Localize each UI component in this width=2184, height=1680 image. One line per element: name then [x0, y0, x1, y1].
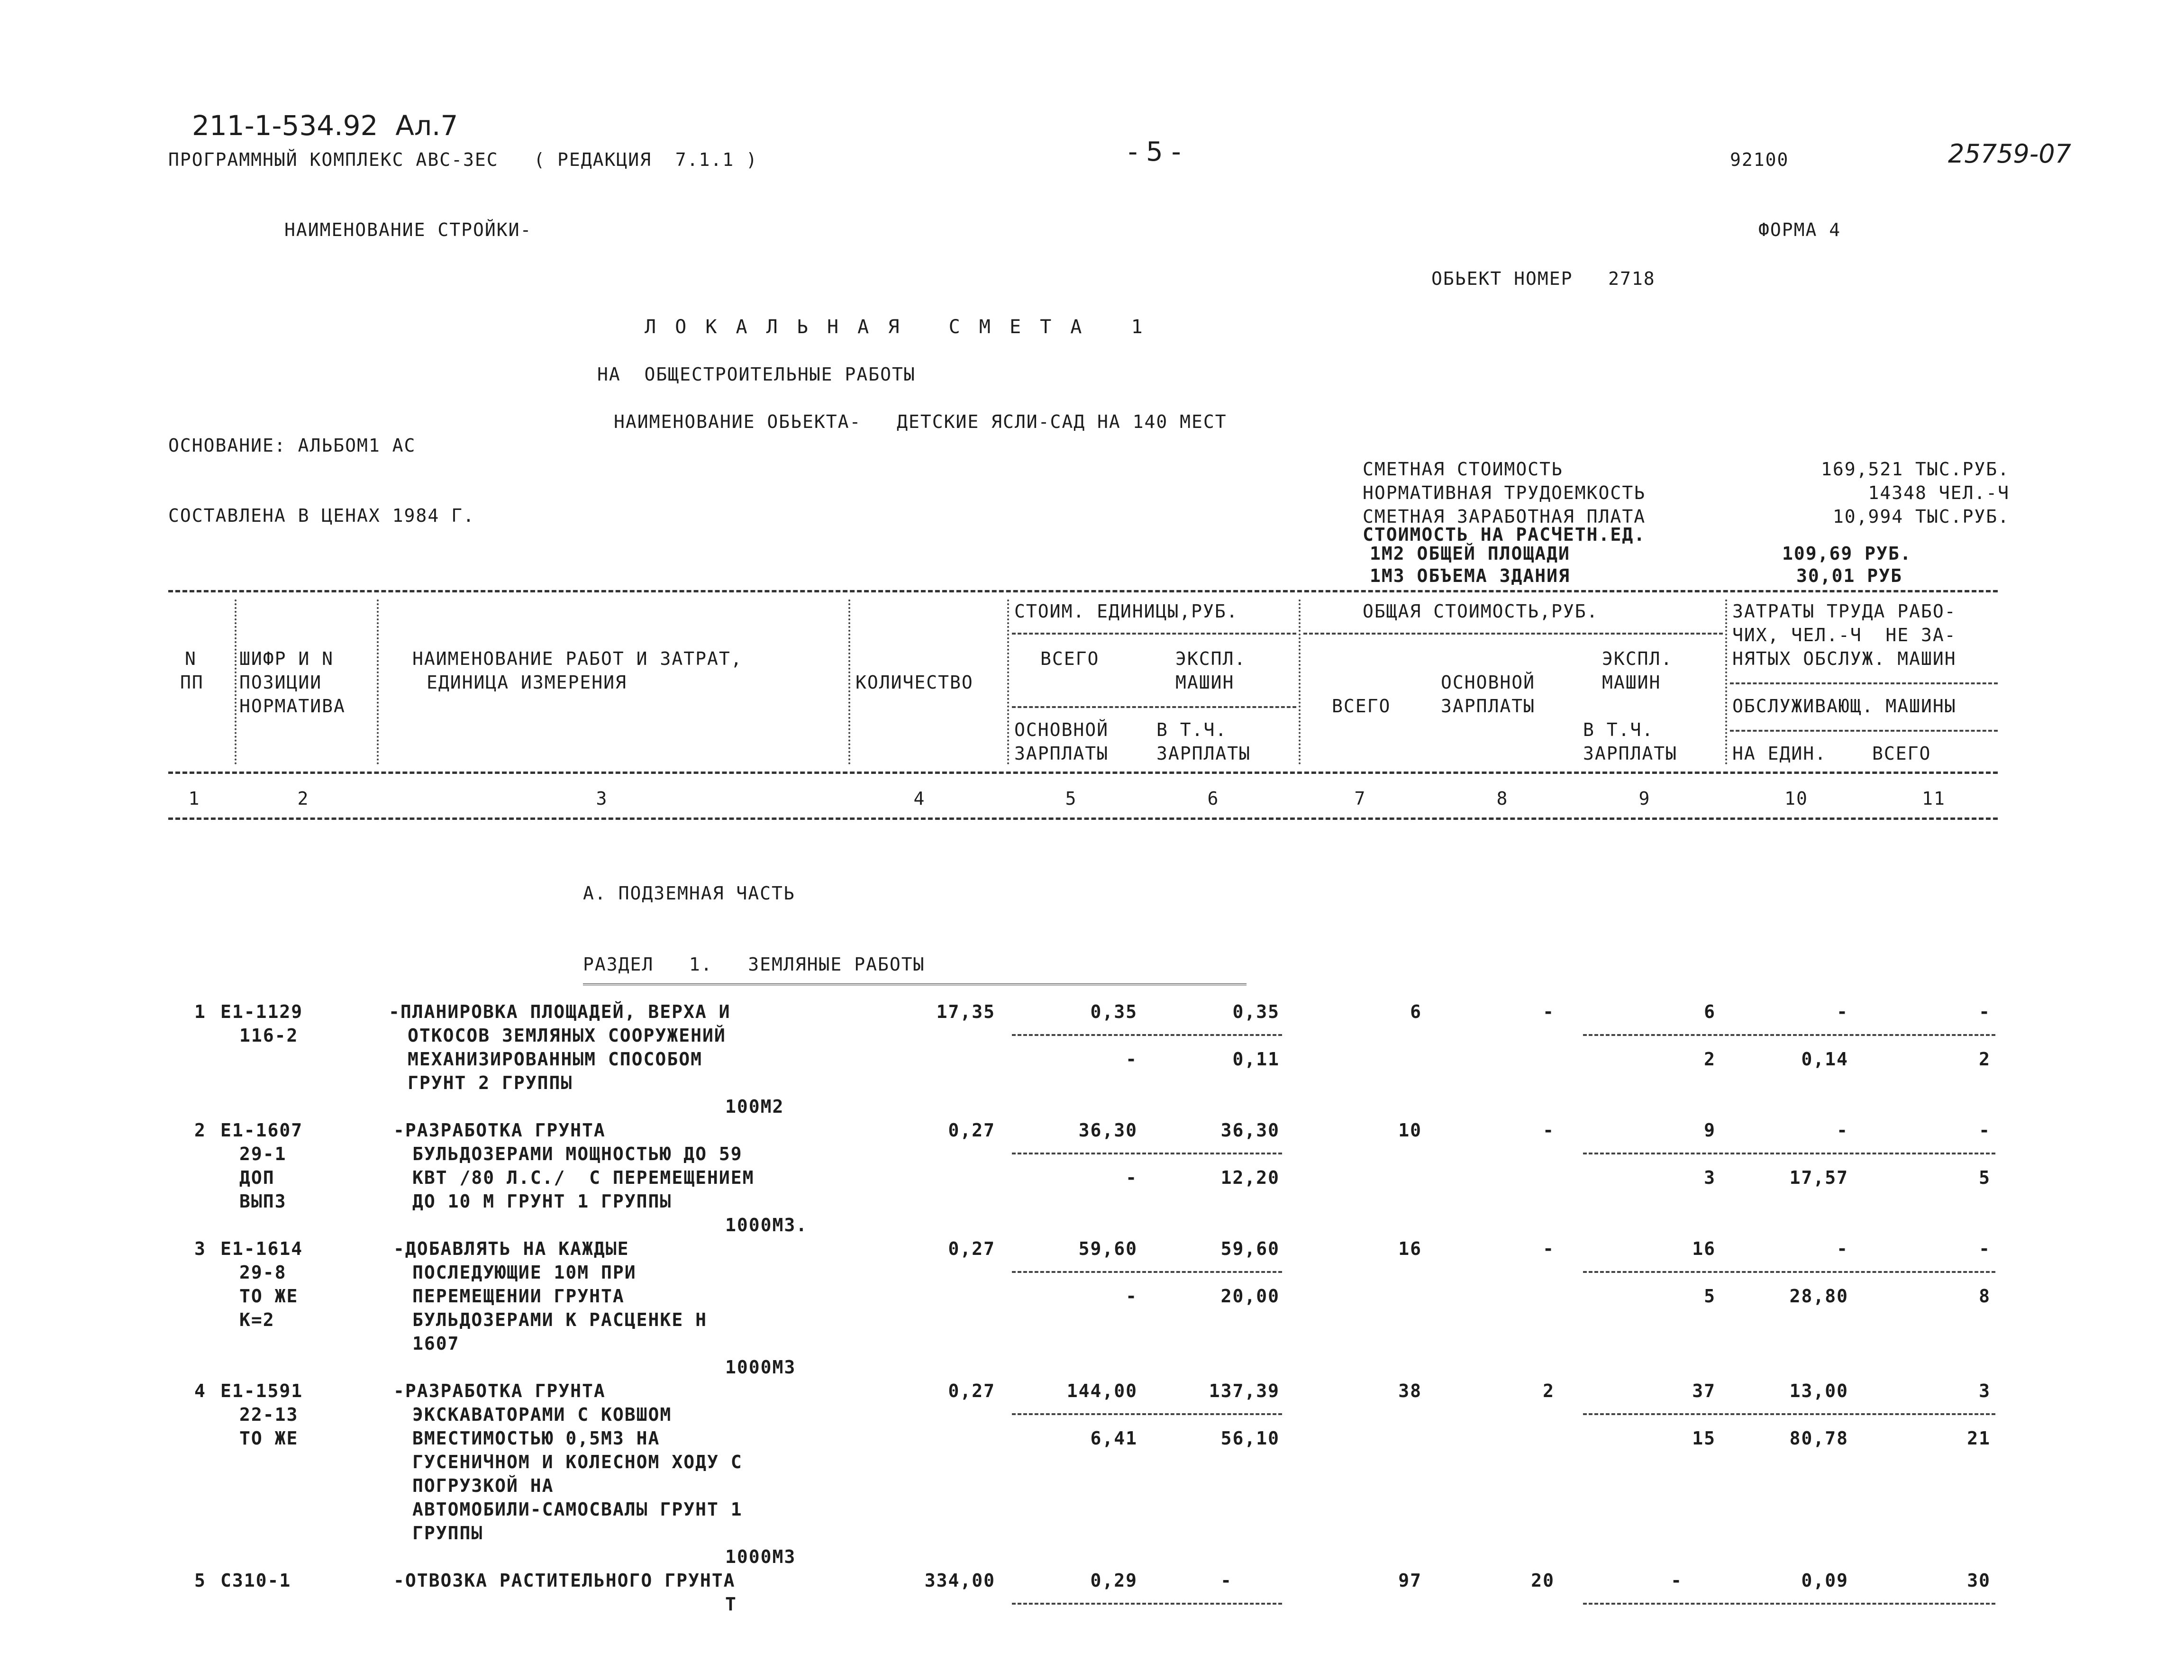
col-divider	[1007, 599, 1009, 764]
summary-label-labor: НОРМАТИВНАЯ ТРУДОЕМКОСТЬ	[1363, 482, 1646, 503]
row-sub-rule	[1012, 1034, 1282, 1036]
total-mach-header-2: МАШИН	[1602, 672, 1661, 693]
item-unit-all: 0,29	[1090, 1570, 1138, 1591]
item-total-mach: 37	[1692, 1380, 1716, 1401]
total-cost-group: ОБЩАЯ СТОИМОСТЬ,РУБ.	[1363, 601, 1599, 622]
row-sub-rule	[1583, 1413, 1995, 1415]
summary-label-wages: СМЕТНАЯ ЗАРАБОТНАЯ ПЛАТА	[1363, 506, 1646, 527]
item-labor-all: 3	[1979, 1380, 1991, 1401]
item-unit-wage: -	[1126, 1049, 1138, 1070]
item-total-all: 38	[1398, 1380, 1422, 1401]
unit-incl-header-2: ЗАРПЛАТЫ	[1156, 743, 1251, 764]
item-total-mach: 9	[1704, 1120, 1716, 1141]
item-unit-incl: 0,11	[1232, 1049, 1280, 1070]
summary-label-unit-cost: СТОИМОСТЬ НА РАСЧЕТН.ЕД.	[1363, 524, 1646, 545]
item-total-wage: -	[1543, 1001, 1555, 1022]
item-quantity: 334,00	[924, 1570, 995, 1591]
item-total-mach: 6	[1704, 1001, 1716, 1022]
total-incl-header-2: ЗАРПЛАТЫ	[1583, 743, 1678, 764]
row-sub-rule	[1012, 1271, 1282, 1273]
item-number: 3	[194, 1238, 206, 1259]
item-labor-unit: 13,00	[1789, 1380, 1848, 1401]
summary-value-volume: 30,01 РУБ	[1796, 565, 1902, 586]
item-unit: 1000М3	[725, 1546, 796, 1567]
item-code-sub: 116-2	[239, 1025, 299, 1046]
item-code: Е1-1607	[220, 1120, 303, 1141]
col-number: 5	[1065, 788, 1077, 809]
col-number: 2	[297, 788, 309, 809]
col-number: 1	[188, 788, 200, 809]
summary-value-labor: 14348 ЧЕЛ.-Ч	[1868, 482, 2010, 503]
item-unit-wage: 6,41	[1090, 1428, 1138, 1449]
unit-mach-header-1: ЭКСПЛ.	[1175, 648, 1247, 669]
item-unit-all: 59,60	[1078, 1238, 1138, 1259]
item-name-line: -РАЗРАБОТКА ГРУНТА	[393, 1380, 606, 1401]
item-labor-all: -	[1979, 1238, 1991, 1259]
col-divider	[1725, 599, 1727, 764]
row-sub-rule	[1012, 1603, 1282, 1605]
object-name: НАИМЕНОВАНИЕ ОБЬЕКТА- ДЕТСКИЕ ЯСЛИ-САД НА 140 МЕСТ	[614, 411, 1227, 432]
col-number: 11	[1922, 788, 1946, 809]
col-divider	[235, 599, 237, 764]
item-labor-all: -	[1979, 1120, 1991, 1141]
item-quantity: 0,27	[948, 1238, 995, 1259]
item-total-all: 97	[1398, 1570, 1422, 1591]
item-unit-mach: 0,35	[1232, 1001, 1280, 1022]
col-name-1: НАИМЕНОВАНИЕ РАБОТ И ЗАТРАТ,	[412, 648, 743, 669]
item-total-incl: 5	[1704, 1286, 1716, 1307]
sub-rule	[1303, 633, 1723, 635]
item-name-line: 1607	[412, 1333, 460, 1354]
works-title: НА ОБЩЕСТРОИТЕЛЬНЫЕ РАБОТЫ	[597, 364, 916, 385]
item-labor-all-2: 5	[1979, 1167, 1991, 1188]
item-unit: 1000М3	[725, 1357, 796, 1378]
item-unit: 1000М3.	[725, 1215, 808, 1235]
item-total-all: 6	[1410, 1001, 1422, 1022]
unit-cost-group: СТОИМ. ЕДИНИЦЫ,РУБ.	[1014, 601, 1238, 622]
item-name-line: ПЕРЕМЕЩЕНИИ ГРУНТА	[412, 1286, 625, 1307]
item-unit: 100М2	[725, 1096, 784, 1117]
item-number: 4	[194, 1380, 206, 1401]
item-code-sub: 29-8	[239, 1262, 287, 1283]
unit-wage-header-1: ОСНОВНОЙ	[1014, 719, 1109, 740]
item-total-incl: 2	[1704, 1049, 1716, 1070]
item-name-line: ВМЕСТИМОСТЬЮ 0,5М3 НА	[412, 1428, 660, 1449]
summary-value-cost: 169,521 ТЫС.РУБ.	[1820, 459, 2010, 480]
page-number: - 5 -	[1128, 136, 1181, 167]
col-code-3: НОРМАТИВА	[239, 696, 346, 717]
item-labor-all: -	[1979, 1001, 1991, 1022]
row-sub-rule	[1583, 1271, 1995, 1273]
item-code-sub: ТО ЖЕ	[239, 1428, 299, 1449]
labor-group-2: ЧИХ, ЧЕЛ.-Ч НЕ ЗА-	[1732, 625, 1956, 645]
item-code: С310-1	[220, 1570, 291, 1591]
section-title: РАЗДЕЛ 1. ЗЕМЛЯНЫЕ РАБОТЫ	[583, 954, 925, 975]
item-labor-all-2: 8	[1979, 1286, 1991, 1307]
part-title: А. ПОДЗЕМНАЯ ЧАСТЬ	[583, 883, 795, 904]
item-unit-mach: 59,60	[1220, 1238, 1280, 1259]
sub-rule	[1012, 633, 1296, 635]
prices-note: СОСТАВЛЕНА В ЦЕНАХ 1984 Г.	[168, 505, 475, 526]
item-code-sub: ТО ЖЕ	[239, 1286, 299, 1307]
item-quantity: 0,27	[948, 1120, 995, 1141]
item-labor-all-2: 2	[1979, 1049, 1991, 1070]
item-code: Е1-1591	[220, 1380, 303, 1401]
summary-label-cost: СМЕТНАЯ СТОИМОСТЬ	[1363, 459, 1563, 480]
item-unit-mach: -	[1220, 1570, 1232, 1591]
header-mid-rule	[168, 772, 1998, 774]
item-total-all: 10	[1398, 1120, 1422, 1141]
unit-all-header: ВСЕГО	[1040, 648, 1100, 669]
col-divider	[377, 599, 379, 764]
col-divider	[848, 599, 850, 764]
item-quantity: 17,35	[936, 1001, 995, 1022]
item-name-line: ГРУНТ 2 ГРУППЫ	[408, 1072, 573, 1093]
item-labor-unit: -	[1837, 1001, 1848, 1022]
item-labor-unit: 0,09	[1801, 1570, 1848, 1591]
item-labor-unit: -	[1837, 1120, 1848, 1141]
item-labor-all: 30	[1967, 1570, 1991, 1591]
program-line: ПРОГРАММНЫЙ КОМПЛЕКС АВС-3ЕС ( РЕДАКЦИЯ 7.1.1 )	[168, 149, 758, 170]
total-incl-header-1: В Т.Ч.	[1583, 719, 1654, 740]
col-number: 9	[1638, 788, 1651, 809]
item-name-line: -ДОБАВЛЯТЬ НА КАЖДЫЕ	[393, 1238, 629, 1259]
item-code-sub: ВЫП3	[239, 1191, 287, 1212]
col-number: 8	[1496, 788, 1509, 809]
item-unit-all: 0,35	[1090, 1001, 1138, 1022]
item-unit-incl: 20,00	[1220, 1286, 1280, 1307]
item-name-line: -ОТВОЗКА РАСТИТЕЛЬНОГО ГРУНТА	[393, 1570, 736, 1591]
col-number: 7	[1354, 788, 1366, 809]
item-total-incl: 15	[1692, 1428, 1716, 1449]
header-top-rule	[168, 590, 1998, 592]
labor-unit-header: НА ЕДИН.	[1732, 743, 1827, 764]
row-sub-rule	[1012, 1413, 1282, 1415]
item-unit-mach: 36,30	[1220, 1120, 1280, 1141]
col-number: 10	[1784, 788, 1808, 809]
row-sub-rule	[1583, 1034, 1995, 1036]
item-code-sub: ДОП	[239, 1167, 275, 1188]
item-name-line: АВТОМОБИЛИ-САМОСВАЛЫ ГРУНТ 1	[412, 1499, 743, 1520]
item-quantity: 0,27	[948, 1380, 995, 1401]
item-total-wage: -	[1543, 1238, 1555, 1259]
col-n-1: N	[185, 648, 197, 669]
item-number: 5	[194, 1570, 206, 1591]
item-name-line: -РАЗРАБОТКА ГРУНТА	[393, 1120, 606, 1141]
summary-label-area: 1М2 ОБЩЕЙ ПЛОЩАДИ	[1370, 543, 1570, 564]
sub-rule	[1012, 706, 1296, 708]
item-unit-incl: 56,10	[1220, 1428, 1280, 1449]
col-number: 6	[1207, 788, 1219, 809]
item-total-mach: 16	[1692, 1238, 1716, 1259]
item-name-line: ПОГРУЗКОЙ НА	[412, 1475, 554, 1496]
summary-label-volume: 1М3 ОБЪЕМА ЗДАНИЯ	[1370, 565, 1570, 586]
item-labor-all-2: 21	[1967, 1428, 1991, 1449]
total-all-header: ВСЕГО	[1332, 696, 1391, 717]
item-code-sub: К=2	[239, 1309, 275, 1330]
labor-all-header: ВСЕГО	[1872, 743, 1931, 764]
item-unit-all: 144,00	[1066, 1380, 1138, 1401]
header-bottom-rule	[168, 817, 1998, 820]
col-code-2: ПОЗИЦИИ	[239, 672, 322, 693]
item-unit-wage: -	[1126, 1167, 1138, 1188]
item-name-line: ГУСЕНИЧНОМ И КОЛЕСНОМ ХОДУ С	[412, 1452, 743, 1472]
handwritten-code: 25759-07	[1948, 139, 2071, 169]
labor-service-header: ОБСЛУЖИВАЮЩ. МАШИНЫ	[1732, 696, 1956, 717]
item-name-line: ОТКОСОВ ЗЕМЛЯНЫХ СООРУЖЕНИЙ	[408, 1025, 726, 1046]
item-unit: Т	[725, 1594, 737, 1615]
summary-value-area: 109,69 РУБ.	[1782, 543, 1912, 564]
item-number: 1	[194, 1001, 206, 1022]
item-name-line: БУЛЬДОЗЕРАМИ МОЩНОСТЬЮ ДО 59	[412, 1144, 743, 1164]
row-sub-rule	[1583, 1153, 1995, 1154]
col-quantity: КОЛИЧЕСТВО	[855, 672, 974, 693]
item-total-mach: -	[1671, 1570, 1683, 1591]
item-labor-unit-2: 0,14	[1801, 1049, 1848, 1070]
unit-mach-header-2: МАШИН	[1175, 672, 1235, 693]
item-unit-wage: -	[1126, 1286, 1138, 1307]
sub-rule	[1730, 730, 1998, 732]
unit-incl-header-1: В Т.Ч.	[1156, 719, 1228, 740]
item-name-line: -ПЛАНИРОВКА ПЛОЩАДЕЙ, ВЕРХА И	[389, 1001, 731, 1022]
document-title: Л О К А Л Ь Н А Я С М Е Т А 1	[645, 316, 1147, 338]
basis-line: ОСНОВАНИЕ: АЛЬБОМ1 АС	[168, 435, 416, 456]
item-code: Е1-1614	[220, 1238, 303, 1259]
item-labor-unit-2: 28,80	[1789, 1286, 1848, 1307]
total-wage-header-2: ЗАРПЛАТЫ	[1441, 696, 1536, 717]
item-total-wage: 20	[1531, 1570, 1555, 1591]
item-labor-unit-2: 17,57	[1789, 1167, 1848, 1188]
item-name-line: БУЛЬДОЗЕРАМИ К РАСЦЕНКЕ Н	[412, 1309, 707, 1330]
item-name-line: ГРУППЫ	[412, 1523, 483, 1544]
item-unit-all: 36,30	[1078, 1120, 1138, 1141]
code-92100: 92100	[1730, 149, 1789, 170]
document-code: 211-1-534.92 Ал.7	[192, 109, 458, 142]
unit-wage-header-2: ЗАРПЛАТЫ	[1014, 743, 1109, 764]
item-labor-unit-2: 80,78	[1789, 1428, 1848, 1449]
item-name-line: ПОСЛЕДУЮЩИЕ 10М ПРИ	[412, 1262, 637, 1283]
labor-group-1: ЗАТРАТЫ ТРУДА РАБО-	[1732, 601, 1956, 622]
item-name-line: МЕХАНИЗИРОВАННЫМ СПОСОБОМ	[408, 1049, 702, 1070]
item-name-line: КВТ /80 Л.С./ С ПЕРЕМЕЩЕНИЕМ	[412, 1167, 755, 1188]
total-mach-header-1: ЭКСПЛ.	[1602, 648, 1673, 669]
col-number: 3	[596, 788, 608, 809]
summary-value-wages: 10,994 ТЫС.РУБ.	[1832, 506, 2010, 527]
item-unit-incl: 12,20	[1220, 1167, 1280, 1188]
item-name-line: ЭКСКАВАТОРАМИ С КОВШОМ	[412, 1404, 672, 1425]
item-total-incl: 3	[1704, 1167, 1716, 1188]
object-number: ОБЬЕКТ НОМЕР 2718	[1431, 268, 1656, 289]
col-number: 4	[913, 788, 926, 809]
item-code-sub: 22-13	[239, 1404, 299, 1425]
row-sub-rule	[1012, 1153, 1282, 1154]
total-wage-header-1: ОСНОВНОЙ	[1441, 672, 1536, 693]
item-labor-unit: -	[1837, 1238, 1848, 1259]
item-total-wage: 2	[1543, 1380, 1555, 1401]
construction-label: НАИМЕНОВАНИЕ СТРОЙКИ-	[284, 219, 532, 240]
sub-rule	[1730, 682, 1998, 684]
item-name-line: ДО 10 М ГРУНТ 1 ГРУППЫ	[412, 1191, 672, 1212]
row-sub-rule	[1583, 1603, 1995, 1605]
item-code: Е1-1129	[220, 1001, 303, 1022]
col-n-2: ПП	[180, 672, 204, 693]
col-code-1: ШИФР И N	[239, 648, 334, 669]
form-label: ФОРМА 4	[1758, 219, 1841, 240]
col-name-2: ЕДИНИЦА ИЗМЕРЕНИЯ	[427, 672, 627, 693]
col-divider	[1299, 599, 1301, 764]
item-code-sub: 29-1	[239, 1144, 287, 1164]
labor-group-3: НЯТЫХ ОБСЛУЖ. МАШИН	[1732, 648, 1956, 669]
item-number: 2	[194, 1120, 206, 1141]
section-underline	[583, 983, 1247, 985]
item-total-wage: -	[1543, 1120, 1555, 1141]
item-unit-mach: 137,39	[1209, 1380, 1280, 1401]
item-total-all: 16	[1398, 1238, 1422, 1259]
